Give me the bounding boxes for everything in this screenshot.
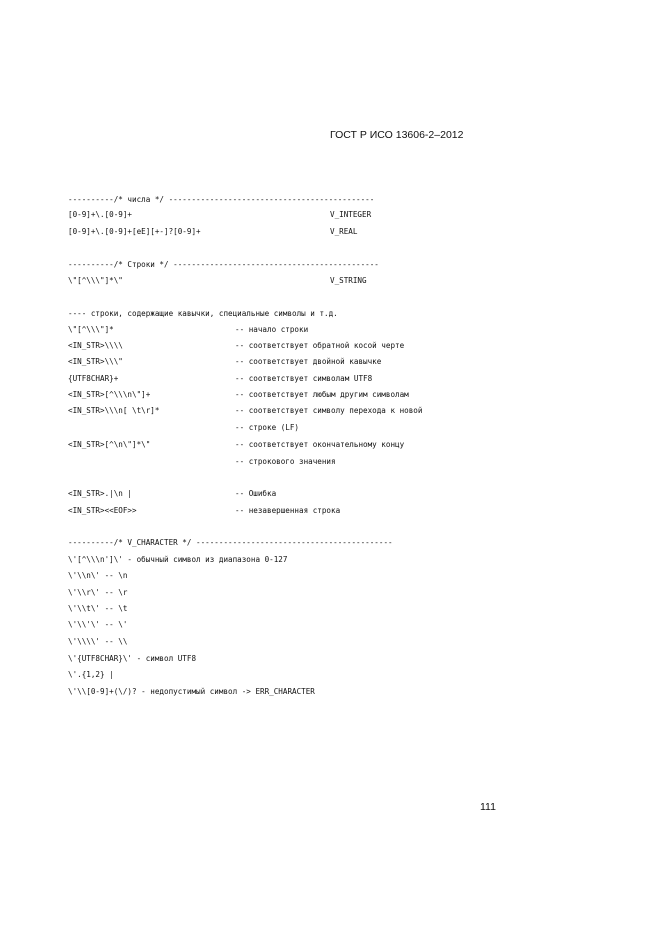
comment-text: -- соответствует символу перехода к новой [235, 406, 423, 415]
comment-text: -- соответствует окончательному концу [235, 440, 405, 449]
pattern-text: \"[^\\\"]*\" [68, 276, 123, 285]
document-header: ГОСТ Р ИСО 13606-2–2012 [330, 129, 464, 141]
comment-text: -- строкового значения [235, 457, 336, 466]
code-text: \'.{1,2} | [68, 670, 114, 679]
pattern-text: <IN_STR>[^\n\"]*\" [68, 440, 151, 449]
pattern-text: [0-9]+\.[0-9]+ [68, 210, 133, 219]
code-text: \'{UTF8CHAR}\' - символ UTF8 [68, 654, 197, 663]
code-text: \'\\r\' -- \r [68, 588, 128, 597]
comment-text: -- соответствует обратной косой черте [235, 341, 405, 350]
pattern-text: \"[^\\\"]* [68, 325, 114, 334]
pattern-text: [0-9]+\.[0-9]+[eE][+-]?[0-9]+ [68, 227, 201, 236]
code-line: ----------/* V_CHARACTER */ ------------------------------------------- [68, 538, 393, 547]
code-row [68, 227, 358, 258]
comment-text: -- начало строки [235, 325, 309, 334]
pattern-text: <IN_STR><<EOF>> [68, 506, 137, 515]
code-text: \'\\n\' -- \n [68, 571, 128, 580]
token-text: V_REAL [330, 227, 358, 236]
code-text: \'\\[0-9]+(\/)? - недопустимый символ -> ERR_CHARACTER [68, 687, 315, 696]
comment-text: -- соответствует любым другим символам [235, 390, 409, 399]
pattern-text: <IN_STR>\\\" [68, 357, 123, 366]
comment-text: -- Ошибка [235, 489, 277, 498]
code-text: \'\\'\' -- \' [68, 620, 128, 629]
pattern-text: <IN_STR>[^\\\n\"]+ [68, 390, 151, 399]
pattern-text: <IN_STR>\\\n[ \t\r]* [68, 406, 160, 415]
token-text: V_STRING [330, 276, 367, 285]
pattern-text: <IN_STR>\\\\ [68, 341, 123, 350]
comment-text: -- строке (LF) [235, 423, 300, 432]
code-line [68, 687, 315, 711]
code-line: ----------/* числа */ --------------------------------------------- [68, 195, 375, 204]
code-row [68, 506, 341, 537]
code-text: \'\\t\' -- \t [68, 604, 128, 613]
code-text: \'\\\\' -- \\ [68, 637, 128, 646]
comment-text: -- незавершенная строка [235, 506, 341, 515]
code-line: ---- строки, содержащие кавычки, специальные символы и т.д. [68, 309, 338, 318]
comment-text: -- соответствует символам UTF8 [235, 374, 373, 383]
code-text: \'[^\\\n']\' - обычный символ из диапазона 0-127 [68, 555, 288, 564]
code-line: ----------/* Строки */ --------------------------------------------- [68, 260, 379, 269]
token-text: V_INTEGER [330, 210, 372, 219]
pattern-text: {UTF8CHAR}+ [68, 374, 119, 383]
page-number: 111 [480, 801, 496, 813]
pattern-text: <IN_STR>.|\n | [68, 489, 133, 498]
code-row [68, 276, 367, 307]
comment-text: -- соответствует двойной кавычке [235, 357, 382, 366]
code-row [68, 457, 336, 488]
